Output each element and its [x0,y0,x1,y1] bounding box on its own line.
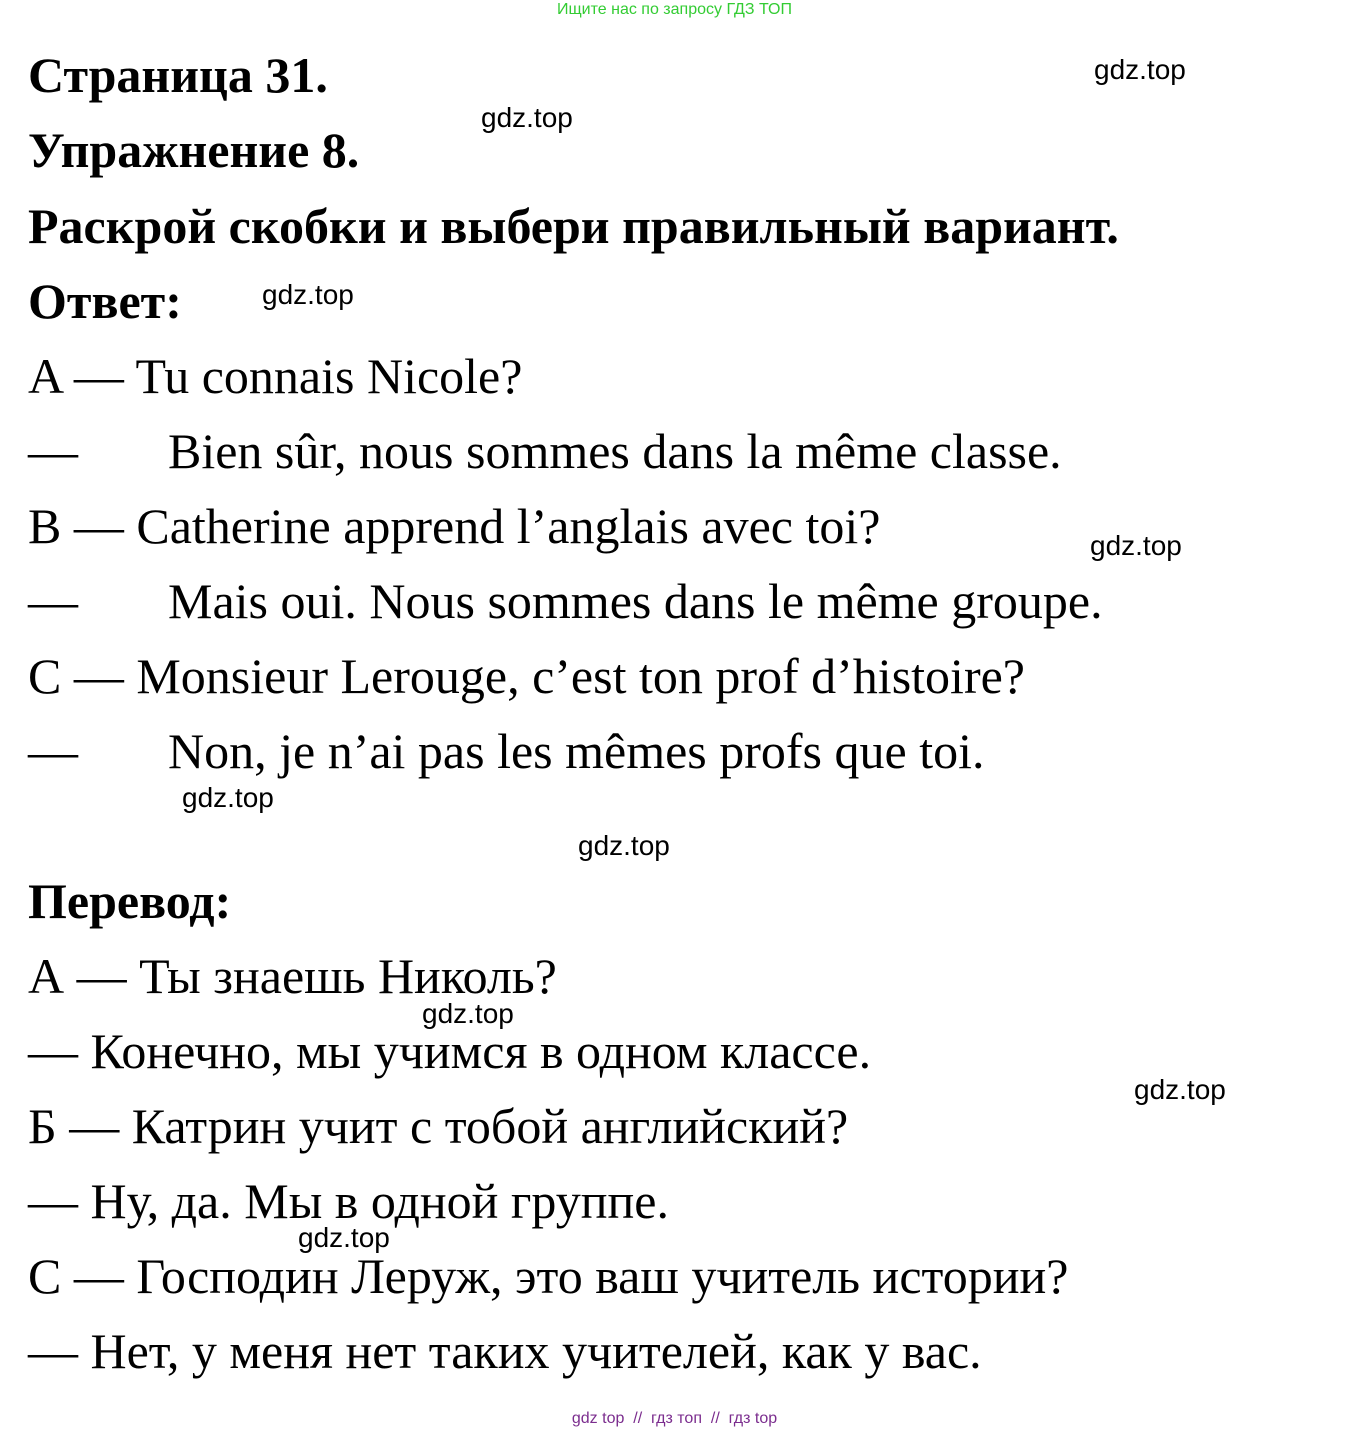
dash: — [28,573,78,629]
answer-c-question: C — Monsieur Lerouge, c’est ton prof d’histoire? [28,648,1025,704]
answer-b-reply [28,571,1103,631]
watermark: gdz.top [1090,530,1182,561]
answer-b-question: B — Catherine apprend l’anglais avec toi? [28,498,881,554]
exercise-title: Упражнение 8. [28,122,360,178]
reply-text: Mais oui. Nous sommes dans le même groupe. [168,573,1103,629]
dash: — [28,423,78,479]
watermark: gdz.top [1094,54,1186,85]
watermark: gdz.top [578,830,670,861]
answer-label: Ответ: [28,273,182,329]
watermark: gdz.top [1134,1074,1226,1105]
watermark: gdz.top [481,102,573,133]
watermark: gdz.top [298,1222,390,1253]
translation-b-reply: — Ну, да. Мы в одной группе. [28,1173,669,1229]
dash: — [28,723,78,779]
translation-c-reply: — Нет, у меня нет таких учителей, как у вас. [28,1323,982,1379]
answer-c-reply [28,721,984,781]
translation-label: Перевод: [28,873,232,929]
watermark: gdz.top [422,998,514,1029]
page-title: Страница 31. [28,47,328,103]
watermark: gdz.top [262,279,354,310]
answer-a-reply [28,421,1062,481]
reply-text: Bien sûr, nous sommes dans la même classe. [168,423,1062,479]
translation-b-question: Б — Катрин учит с тобой английский? [28,1098,849,1154]
translation-a-reply: — Конечно, мы учимся в одном классе. [28,1023,872,1079]
watermark: gdz.top [182,782,274,813]
answer-a-question: A — Tu connais Nicole? [28,348,523,404]
task-text: Раскрой скобки и выбери правильный вариант. [28,198,1119,254]
reply-text: Non, je n’ai pas les mêmes profs que toi. [168,723,985,779]
translation-a-question: А — Ты знаешь Николь? [28,948,557,1004]
translation-c-question: С — Господин Леруж, это ваш учитель истории? [28,1248,1069,1304]
top-banner: Ищите нас по запросу ГДЗ ТОП [557,1,792,18]
bottom-banner: gdz top // гдз топ // гдз top [571,1410,778,1427]
